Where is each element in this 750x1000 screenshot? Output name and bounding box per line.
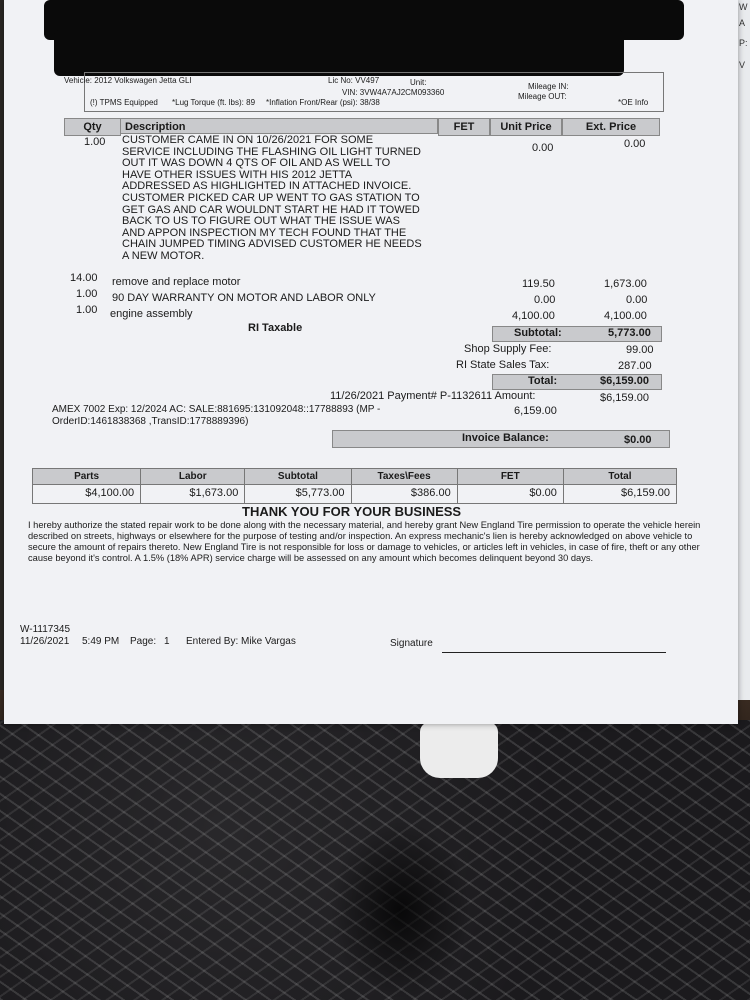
vin-number: VIN: 3VW4A7AJ2CM093360 bbox=[342, 88, 445, 97]
subtotal-value: 5,773.00 bbox=[608, 327, 651, 339]
card-details: AMEX 7002 Exp: 12/2024 AC: SALE:881695:131092048::17788893 (MP - bbox=[52, 404, 381, 415]
work-order-number: W-1117345 bbox=[20, 624, 71, 635]
total-header: Total bbox=[564, 469, 676, 485]
fabric-fold bbox=[330, 820, 470, 1000]
line-2-unit-price: 119.50 bbox=[522, 278, 555, 290]
mileage-in: Mileage IN: bbox=[528, 82, 569, 91]
line-1-unit-price: 0.00 bbox=[532, 142, 554, 154]
fet-cell bbox=[458, 469, 564, 503]
ext-price-column-header: Ext. Price bbox=[562, 118, 660, 136]
footer-date: 11/26/2021 bbox=[20, 636, 70, 647]
inflation-psi: *Inflation Front/Rear (psi): 38/38 bbox=[266, 98, 380, 107]
invoice-sheet bbox=[4, 0, 738, 724]
right-sheet-letter: V bbox=[739, 60, 746, 70]
fet-header: FET bbox=[458, 469, 563, 485]
line-1-qty: 1.00 bbox=[84, 136, 106, 148]
mileage-out: Mileage OUT: bbox=[518, 92, 567, 101]
vehicle-label: Vehicle: 2012 Volkswagen Jetta GLI bbox=[64, 76, 192, 85]
invoice-balance-label: Invoice Balance: bbox=[462, 432, 549, 444]
signature-line bbox=[442, 652, 666, 653]
subtotal-table-value: $5,773.00 bbox=[295, 487, 345, 499]
payment-amount: 6,159.00 bbox=[514, 405, 557, 417]
tpms-equipped: (!) TPMS Equipped bbox=[90, 98, 158, 107]
unit-price-column-header: Unit Price bbox=[490, 118, 562, 136]
fet-column-header: FET bbox=[438, 118, 490, 136]
line-3-ext-price: 0.00 bbox=[626, 294, 648, 306]
line-4-qty: 1.00 bbox=[76, 304, 98, 316]
totals-summary-table bbox=[32, 468, 677, 504]
oe-info: *OE Info bbox=[618, 98, 649, 107]
taxes-fees-cell bbox=[352, 469, 458, 503]
line-1-ext-price: 0.00 bbox=[624, 138, 646, 150]
sales-tax-label: RI State Sales Tax: bbox=[456, 359, 550, 371]
right-sheet-letter: A bbox=[739, 18, 746, 28]
sales-tax-value: 287.00 bbox=[618, 360, 652, 372]
right-sheet-letter: W bbox=[739, 2, 748, 12]
line-4-unit-price: 4,100.00 bbox=[512, 310, 555, 322]
subtotal-header: Subtotal bbox=[245, 469, 350, 485]
line-1-description: CUSTOMER CAME IN ON 10/26/2021 FOR SOME SERVICE INCLUDING THE FLASHING OIL LIGHT TURNED OUT IT WAS DOWN 4 QTS OF OIL AND AS WELL TO HAVE OTHER ISSUES WITH HIS 2012 JETTA ADDRESSED AS HIGHLIGHTED IN ATTACHED INVOICE. CUSTOMER PICKED CAR UP WENT TO GAS STATION TO GET GAS AND CAR WOULDNT START HE HAD IT TOWED BACK TO US TO FIGURE OUT WHAT THE ISSUE WAS AND APPON INSPECTION MY TECH FOUND THAT THE CHAIN JUMPED TIMING ADVISED CUSTOMER HE NEEDS A NEW MOTOR. bbox=[122, 134, 422, 262]
line-3-description: 90 DAY WARRANTY ON MOTOR AND LABOR ONLY bbox=[112, 292, 376, 304]
taxes-fees-header: Taxes\Fees bbox=[352, 469, 457, 485]
description-column-header: Description bbox=[120, 118, 438, 134]
redaction-block bbox=[54, 30, 624, 76]
lug-torque: *Lug Torque (ft. lbs): 89 bbox=[172, 98, 256, 107]
legal-authorization-text: I hereby authorize the stated repair work to be done along with the necessary material, and hereby grant New England Tire permission to operate the vehicle herein described on streets, highways or elsewhere for the purpose of testing and/or inspection. An express mechanic's lien is hereby acknowledged on above vehicle to secure the amount of repairs thereto. New England Tire is not responsible for loss or damage to vehicles, or articles left in vehicles, in case of fire, theft or any other cause beyond it's control. A 1.5% (18% APR) service charge will be assessed on any amount which becomes delinquent beyond 30 days. bbox=[28, 520, 701, 563]
subtotal-label: Subtotal: bbox=[514, 327, 562, 339]
invoice-balance-value: $0.00 bbox=[624, 434, 652, 446]
payment-line: 11/26/2021 Payment# P-1132611 Amount: bbox=[330, 390, 536, 402]
line-3-qty: 1.00 bbox=[76, 288, 98, 300]
shop-supply-value: 99.00 bbox=[626, 344, 654, 356]
line-4-description: engine assembly bbox=[110, 308, 193, 320]
fet-value: $0.00 bbox=[529, 487, 557, 499]
line-2-qty: 14.00 bbox=[70, 272, 98, 284]
unit-label: Unit: bbox=[410, 78, 427, 87]
parts-value: $4,100.00 bbox=[85, 487, 135, 499]
total-value: $6,159.00 bbox=[600, 375, 649, 387]
total-cell bbox=[564, 469, 676, 503]
payment-amount-total: $6,159.00 bbox=[600, 392, 649, 404]
total-label: Total: bbox=[528, 375, 558, 387]
line-3-unit-price: 0.00 bbox=[534, 294, 556, 306]
thank-you-message: THANK YOU FOR YOUR BUSINESS bbox=[242, 504, 462, 519]
line-2-description: remove and replace motor bbox=[112, 276, 241, 288]
parts-header: Parts bbox=[33, 469, 140, 485]
subtotal-cell bbox=[245, 469, 351, 503]
labor-value: $1,673.00 bbox=[189, 487, 239, 499]
ri-taxable-label: RI Taxable bbox=[248, 322, 303, 334]
shop-supply-label: Shop Supply Fee: bbox=[464, 343, 552, 355]
license-number: Lic No: VV497 bbox=[328, 76, 380, 85]
page-number: 1 bbox=[164, 636, 170, 647]
labor-cell bbox=[141, 469, 245, 503]
taxes-fees-value: $386.00 bbox=[410, 487, 451, 499]
labor-header: Labor bbox=[141, 469, 244, 485]
right-sheet-letter: P: bbox=[739, 38, 748, 48]
page-label: Page: bbox=[130, 636, 157, 647]
parts-cell bbox=[33, 469, 141, 503]
order-transaction-ids: OrderID:1461838368 ,TransID:1778889396) bbox=[52, 416, 249, 427]
line-2-ext-price: 1,673.00 bbox=[604, 278, 647, 290]
line-4-ext-price: 4,100.00 bbox=[604, 310, 647, 322]
qty-column-header: Qty bbox=[64, 118, 121, 136]
signature-label: Signature bbox=[390, 638, 433, 649]
entered-by: Entered By: Mike Vargas bbox=[186, 636, 296, 647]
footer-time: 5:49 PM bbox=[82, 636, 120, 647]
white-cup bbox=[420, 722, 498, 778]
total-table-value: $6,159.00 bbox=[621, 487, 670, 499]
